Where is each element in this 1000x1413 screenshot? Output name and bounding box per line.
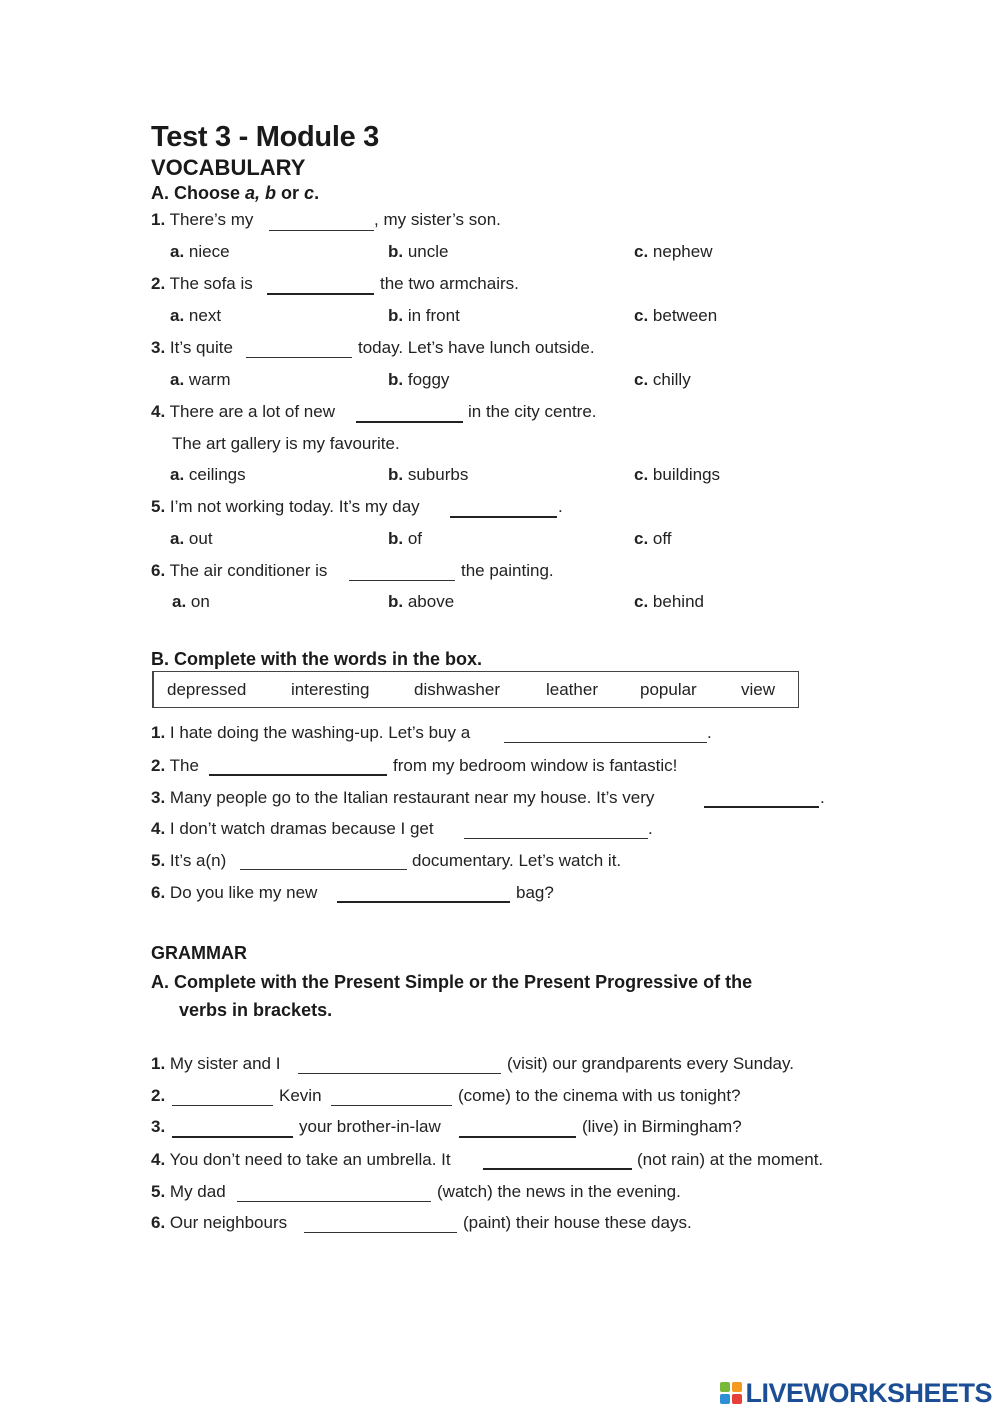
vocab-b-question: 6. Do you like my new (151, 883, 318, 902)
word-box-item[interactable]: interesting (291, 680, 370, 699)
option-b[interactable]: b. uncle (388, 242, 449, 261)
answer-blank[interactable] (483, 1168, 632, 1170)
option-a[interactable]: a. next (170, 306, 222, 325)
option-b[interactable]: b. suburbs (388, 465, 469, 484)
vocab-a-question: 5. I’m not working today. It’s my day (151, 497, 420, 516)
question-continuation: The art gallery is my favourite. (172, 434, 400, 453)
question-text: (not rain) at the moment. (637, 1150, 824, 1169)
grammar-question: 2. (151, 1086, 166, 1105)
answer-blank[interactable] (704, 806, 819, 808)
option-a[interactable]: a. warm (170, 370, 231, 389)
vocab-b-question: 3. Many people go to the Italian restaurant near my house. It’s very (151, 788, 655, 807)
option-a[interactable]: a. niece (170, 242, 230, 261)
question-text: bag? (516, 883, 554, 902)
vocab-a-c: c (304, 183, 315, 203)
answer-blank[interactable] (304, 1232, 457, 1233)
vocab-a-period: . (314, 183, 320, 203)
option-c[interactable]: c. buildings (634, 465, 721, 484)
question-text: (live) in Birmingham? (582, 1117, 742, 1136)
answer-blank[interactable] (450, 516, 557, 518)
question-text: from my bedroom window is fantastic! (393, 756, 678, 775)
grammar-question: 6. Our neighbours (151, 1213, 288, 1232)
word-box-item[interactable]: leather (546, 680, 598, 699)
question-text: your brother-in-law (299, 1117, 441, 1136)
question-text: in the city centre. (468, 402, 597, 421)
answer-blank[interactable] (172, 1136, 293, 1138)
grammar-a-instruction-cont: verbs in brackets. (179, 1000, 333, 1020)
vocab-a-label: A. Choose (151, 183, 246, 203)
question-text: Kevin (279, 1086, 322, 1105)
answer-blank[interactable] (267, 293, 374, 295)
option-b[interactable]: b. above (388, 592, 455, 611)
question-text: today. Let’s have lunch outside. (358, 338, 595, 357)
question-text: (come) to the cinema with us tonight? (458, 1086, 741, 1105)
answer-blank[interactable] (209, 774, 387, 776)
question-number: 1. (151, 210, 166, 229)
option-a[interactable]: a. ceilings (170, 465, 246, 484)
question-text: (visit) our grandparents every Sunday. (507, 1054, 794, 1073)
answer-blank[interactable] (356, 421, 463, 423)
liveworksheets-logo-icon (720, 1382, 742, 1404)
vocab-a-question: 3. It’s quite (151, 338, 233, 357)
answer-blank[interactable] (269, 230, 374, 231)
question-text: . (820, 788, 825, 807)
vocab-a-question: 6. The air conditioner is (151, 561, 328, 580)
vocab-a-choices: a, b (245, 183, 277, 203)
answer-blank[interactable] (464, 838, 648, 839)
answer-blank[interactable] (237, 1201, 431, 1202)
vocabulary-heading: VOCABULARY (151, 155, 306, 180)
vocab-a-instruction (151, 183, 319, 205)
answer-blank[interactable] (240, 869, 407, 870)
option-c[interactable]: c. off (634, 529, 672, 548)
grammar-question: 1. My sister and I (151, 1054, 281, 1073)
option-c[interactable]: c. between (634, 306, 718, 325)
answer-blank[interactable] (337, 901, 510, 903)
option-c[interactable]: c. nephew (634, 242, 713, 261)
grammar-heading: GRAMMAR (151, 943, 247, 963)
word-box-item[interactable]: dishwasher (414, 680, 500, 699)
vocab-a-question (151, 210, 253, 230)
answer-blank[interactable] (331, 1105, 452, 1106)
vocab-b-question: 4. I don’t watch dramas because I get (151, 819, 434, 838)
vocab-b-instruction: B. Complete with the words in the box. (151, 649, 483, 669)
option-a[interactable]: a. on (172, 592, 210, 611)
vocab-a-question: 4. There are a lot of new (151, 402, 335, 421)
grammar-a-instruction: A. Complete with the Present Simple or the Present Progressive of the (151, 972, 753, 992)
page-title: Test 3 - Module 3 (151, 121, 380, 153)
question-text: the painting. (461, 561, 554, 580)
option-a[interactable]: a. out (170, 529, 213, 548)
grammar-question: 5. My dad (151, 1182, 226, 1201)
answer-blank[interactable] (298, 1073, 501, 1074)
option-b[interactable]: b. of (388, 529, 423, 548)
answer-blank[interactable] (246, 357, 352, 358)
option-b[interactable]: b. foggy (388, 370, 450, 389)
answer-blank[interactable] (172, 1105, 273, 1106)
word-box-item[interactable]: depressed (167, 680, 247, 699)
option-c[interactable]: c. chilly (634, 370, 691, 389)
question-text: (paint) their house these days. (463, 1213, 692, 1232)
question-text: the two armchairs. (380, 274, 519, 293)
question-text: documentary. Let’s watch it. (412, 851, 622, 870)
liveworksheets-logo[interactable] (720, 1377, 992, 1408)
vocab-b-question: 2. The (151, 756, 199, 775)
grammar-question: 3. (151, 1117, 166, 1136)
question-text: . (707, 723, 712, 742)
question-text: . (558, 497, 563, 516)
answer-blank[interactable] (459, 1136, 576, 1138)
word-box (152, 671, 799, 708)
answer-blank[interactable] (349, 580, 455, 581)
question-text: There’s my (169, 210, 254, 229)
vocab-a-question: 2. The sofa is (151, 274, 253, 293)
grammar-question: 4. You don’t need to take an umbrella. It (151, 1150, 451, 1169)
vocab-a-or: or (276, 183, 305, 203)
vocab-b-question: 1. I hate doing the washing-up. Let’s buy a (151, 723, 471, 742)
answer-blank[interactable] (504, 742, 707, 743)
question-text: (watch) the news in the evening. (437, 1182, 681, 1201)
liveworksheets-logo-text: LIVEWORKSHEETS (745, 1377, 992, 1408)
question-text: , my sister’s son. (374, 210, 501, 229)
word-box-item[interactable]: view (741, 680, 776, 699)
option-b[interactable]: b. in front (388, 306, 460, 325)
vocab-b-question: 5. It’s a(n) (151, 851, 227, 870)
question-text: . (648, 819, 653, 838)
option-c[interactable]: c. behind (634, 592, 704, 611)
word-box-item[interactable]: popular (640, 680, 697, 699)
